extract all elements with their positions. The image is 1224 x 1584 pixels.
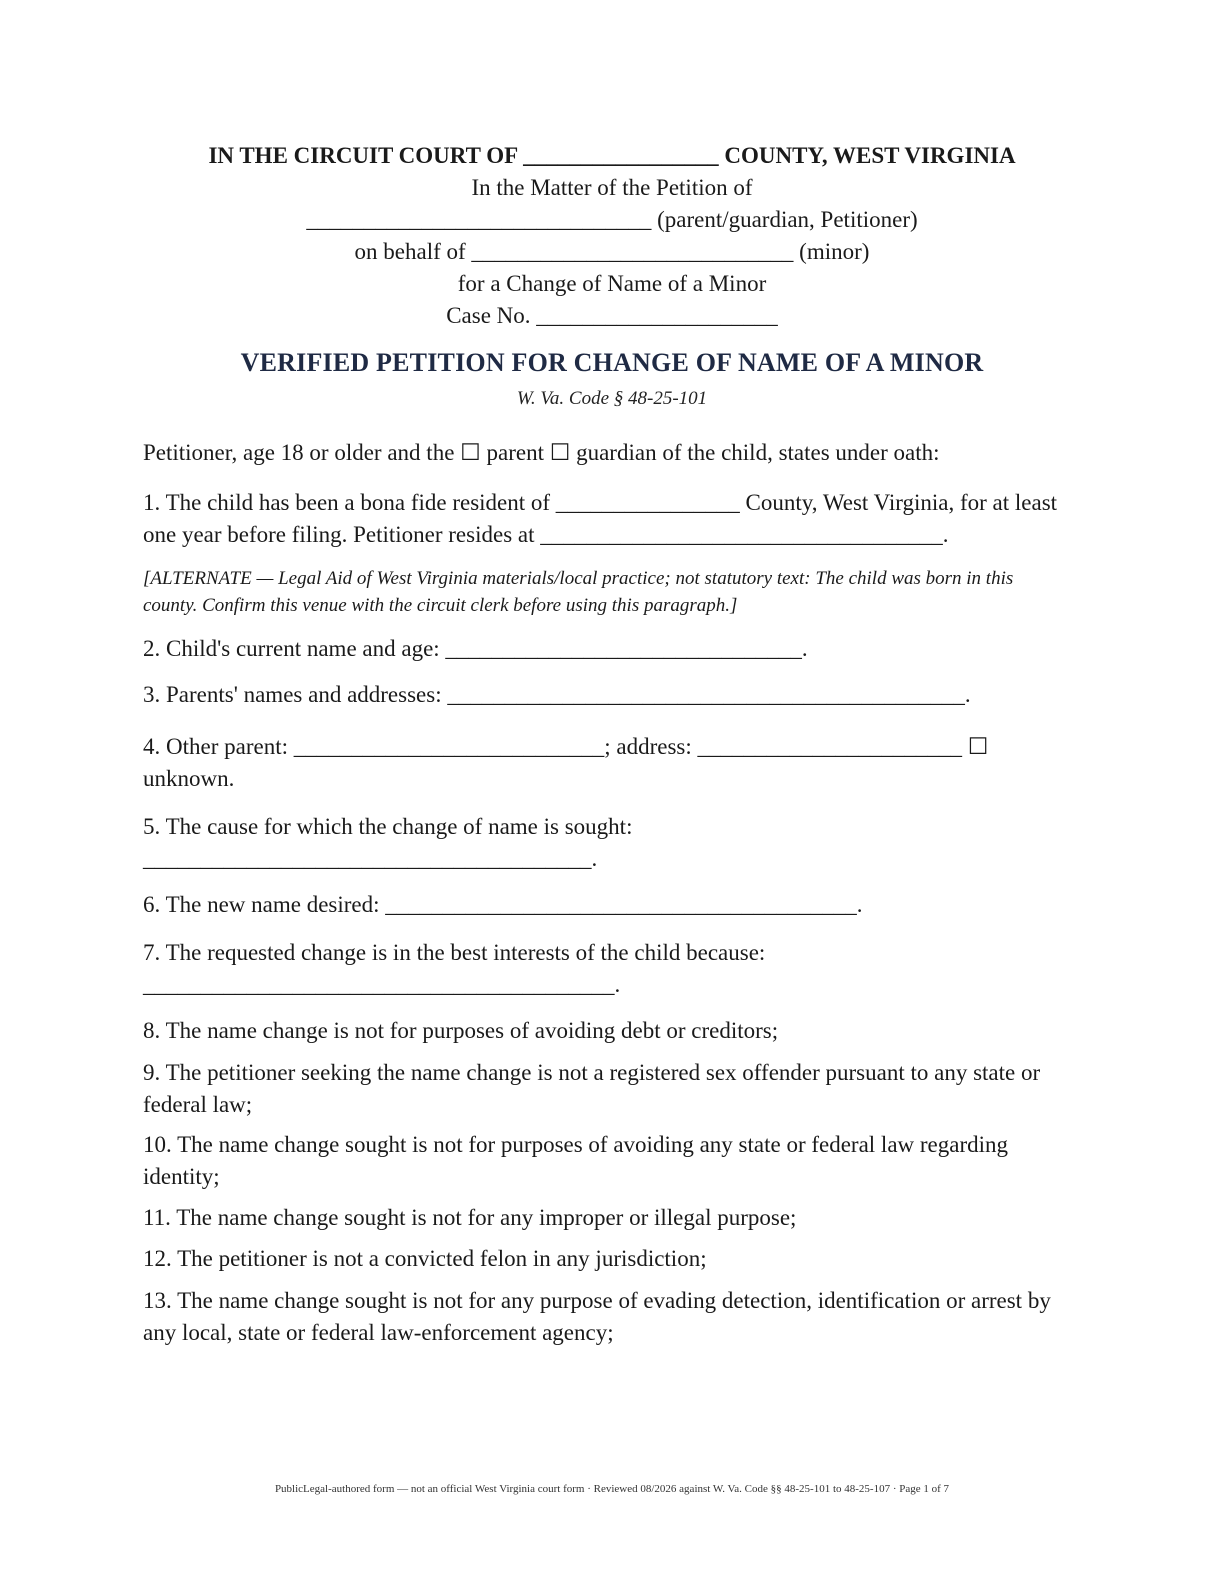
paragraph-1: 1. The child has been a bona fide resident of ________________ County, West Virginia, for at least one year before filing. Petitioner resides at ___________________________________. — [143, 490, 1058, 547]
minor-line: on behalf of ____________________________ (minor) — [354, 239, 870, 264]
paragraph-9: 9. The petitioner seeking the name change is not a registered sex offender pursuant to any state or federal law; — [143, 1060, 1041, 1117]
page-footer: PublicLegal-authored form — not an official West Virginia court form · Reviewed 08/2026 against W. Va. Code §§ 48-25-101 to 48-25-107 · Page 1 of 7 — [274, 1483, 950, 1495]
paragraph-12: 12. The petitioner is not a convicted felon in any jurisdiction; — [143, 1246, 707, 1271]
paragraph-5: 5. The cause for which the change of name is sought: _______________________________________. — [143, 814, 633, 871]
paragraph-4: 4. Other parent: ___________________________; address: _______________________ ☐ unknown. — [143, 734, 989, 791]
paragraph-7: 7. The requested change is in the best interests of the child because: _________________________________________. — [143, 940, 766, 997]
paragraph-13: 13. The name change sought is not for any purpose of evading detection, identification or arrest by any local, state or federal law-enforcement agency; — [143, 1288, 1051, 1345]
statute-citation: W. Va. Code § 48-25-101 — [516, 388, 708, 409]
purpose-line: for a Change of Name of a Minor — [457, 271, 767, 296]
paragraph-6: 6. The new name desired: _________________________________________. — [143, 892, 863, 917]
case-caption — [0, 140, 1224, 332]
intro-statement: Petitioner, age 18 or older and the ☐ parent ☐ guardian of the child, states under oath: — [143, 440, 940, 465]
paragraph-11: 11. The name change sought is not for any improper or illegal purpose; — [143, 1205, 797, 1230]
alternate-note: [ALTERNATE — Legal Aid of West Virginia materials/local practice; not statutory text: The child was born in this county. Confirm this venue with the circuit clerk before using this paragraph.] — [143, 568, 1014, 616]
court-heading: IN THE CIRCUIT COURT OF _________________ COUNTY, WEST VIRGINIA — [208, 143, 1016, 168]
petitioner-line: ______________________________ (parent/guardian, Petitioner) — [306, 207, 918, 232]
paragraph-3: 3. Parents' names and addresses: _____________________________________________. — [143, 682, 971, 707]
case-number-line: Case No. _____________________ — [446, 303, 778, 328]
document-title: VERIFIED PETITION FOR CHANGE OF NAME OF A MINOR — [240, 348, 984, 377]
matter-line: In the Matter of the Petition of — [471, 175, 753, 200]
paragraph-8: 8. The name change is not for purposes of avoiding debt or creditors; — [143, 1018, 779, 1043]
paragraph-10: 10. The name change sought is not for purposes of avoiding any state or federal law regarding identity; — [143, 1132, 1009, 1189]
paragraph-2: 2. Child's current name and age: _______________________________. — [143, 636, 808, 661]
